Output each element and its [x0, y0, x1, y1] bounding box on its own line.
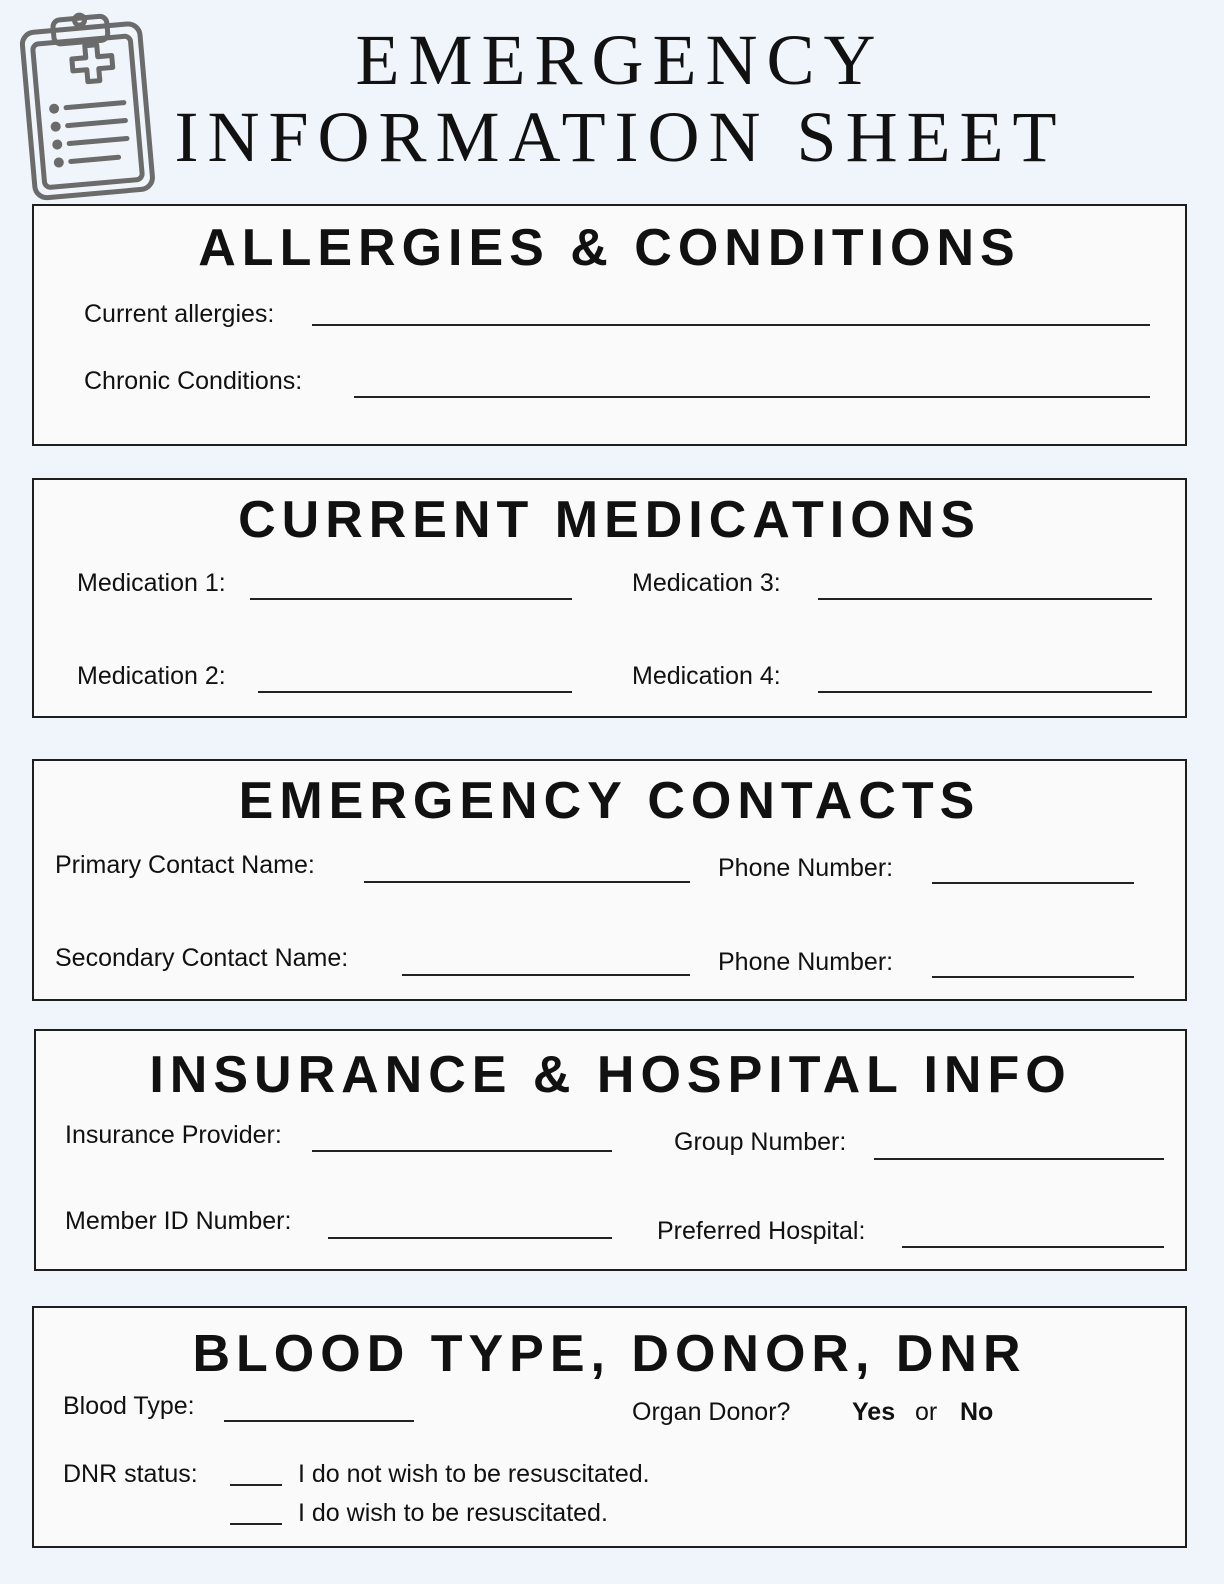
medication-1-field[interactable]: [250, 598, 572, 600]
chronic-conditions-field[interactable]: [354, 396, 1150, 398]
phone-number-2-label: Phone Number:: [718, 948, 894, 976]
blood-type-field[interactable]: [224, 1420, 414, 1422]
group-number-field[interactable]: [874, 1158, 1164, 1160]
insurance-title: INSURANCE & HOSPITAL INFO: [149, 1046, 1072, 1104]
phone-number-1-field[interactable]: [932, 882, 1134, 884]
organ-donor-label: Organ Donor?: [632, 1398, 791, 1426]
secondary-contact-field[interactable]: [402, 974, 690, 976]
member-id-label: Member ID Number:: [65, 1207, 292, 1235]
medication-3-label: Medication 3:: [632, 569, 781, 597]
allergies-title: ALLERGIES & CONDITIONS: [198, 219, 1021, 277]
medication-4-field[interactable]: [818, 691, 1152, 693]
medication-3-field[interactable]: [818, 598, 1152, 600]
medications-section: [32, 478, 1187, 718]
clipboard-medical-icon: [10, 6, 160, 202]
primary-contact-field[interactable]: [364, 881, 690, 883]
blood-type-label: Blood Type:: [63, 1392, 195, 1420]
member-id-field[interactable]: [328, 1237, 612, 1239]
dnr-option-2-text: I do wish to be resuscitated.: [298, 1499, 608, 1527]
group-number-label: Group Number:: [674, 1128, 847, 1156]
allergies-section: [32, 204, 1187, 446]
preferred-hospital-field[interactable]: [902, 1246, 1164, 1248]
blood-donor-dnr-section: [32, 1306, 1187, 1548]
phone-number-2-field[interactable]: [932, 976, 1134, 978]
current-allergies-label: Current allergies:: [84, 300, 275, 328]
primary-contact-label: Primary Contact Name:: [55, 851, 315, 879]
medications-title: CURRENT MEDICATIONS: [238, 491, 981, 549]
secondary-contact-label: Secondary Contact Name:: [55, 944, 349, 972]
contacts-section: [32, 759, 1187, 1001]
blood-donor-dnr-title: BLOOD TYPE, DONOR, DNR: [192, 1325, 1027, 1383]
dnr-status-label: DNR status:: [63, 1460, 198, 1488]
organ-donor-or: or: [915, 1398, 938, 1426]
insurance-section: [34, 1029, 1187, 1271]
current-allergies-field[interactable]: [312, 324, 1150, 326]
organ-donor-no[interactable]: No: [960, 1398, 994, 1426]
insurance-provider-label: Insurance Provider:: [65, 1121, 282, 1149]
phone-number-1-label: Phone Number:: [718, 854, 894, 882]
chronic-conditions-label: Chronic Conditions:: [84, 367, 303, 395]
preferred-hospital-label: Preferred Hospital:: [657, 1217, 866, 1245]
insurance-provider-field[interactable]: [312, 1150, 612, 1152]
medication-1-label: Medication 1:: [77, 569, 226, 597]
medication-2-label: Medication 2:: [77, 662, 226, 690]
page-title-line1: EMERGENCY: [355, 20, 885, 100]
dnr-option-2-blank[interactable]: [230, 1523, 282, 1525]
contacts-title: EMERGENCY CONTACTS: [238, 772, 981, 830]
page-title-line2: INFORMATION SHEET: [174, 97, 1066, 177]
organ-donor-yes[interactable]: Yes: [852, 1398, 896, 1426]
dnr-option-1-blank[interactable]: [230, 1484, 282, 1486]
medication-2-field[interactable]: [258, 691, 572, 693]
medication-4-label: Medication 4:: [632, 662, 781, 690]
dnr-option-1-text: I do not wish to be resuscitated.: [298, 1460, 650, 1488]
